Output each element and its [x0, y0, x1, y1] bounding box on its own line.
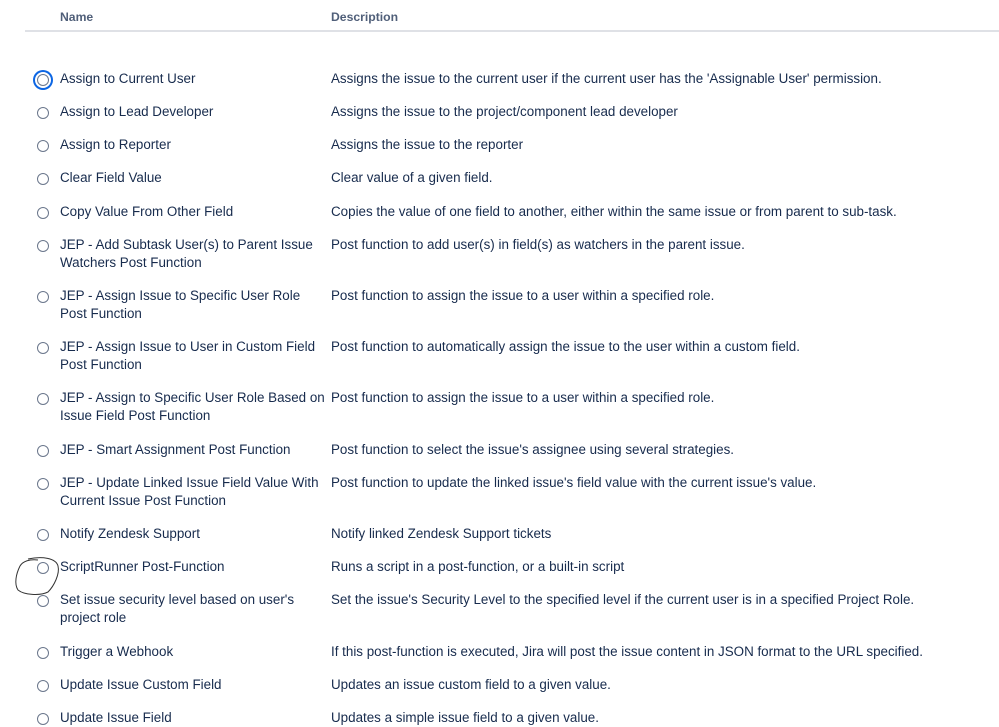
- radio-button[interactable]: [37, 107, 49, 119]
- radio-button[interactable]: [37, 207, 49, 219]
- radio-button[interactable]: [37, 74, 49, 86]
- radio-button[interactable]: [37, 173, 49, 185]
- row-name: Notify Zendesk Support: [60, 526, 200, 541]
- row-name: Clear Field Value: [60, 170, 162, 185]
- row-description: Updates a simple issue field to a given value.: [331, 710, 599, 725]
- row-description: If this post-function is executed, Jira will post the issue content in JSON format to the URL specified.: [331, 644, 923, 659]
- radio-button[interactable]: [37, 680, 49, 692]
- row-description: Assigns the issue to the project/component lead developer: [331, 104, 678, 119]
- radio-button[interactable]: [37, 478, 49, 490]
- row-description: Post function to assign the issue to a user within a specified role.: [331, 390, 715, 405]
- radio-button[interactable]: [37, 393, 49, 405]
- radio-button[interactable]: [37, 140, 49, 152]
- row-name: ScriptRunner Post-Function: [60, 559, 225, 574]
- radio-button[interactable]: [37, 291, 49, 303]
- radio-button[interactable]: [37, 713, 49, 725]
- radio-button[interactable]: [37, 529, 49, 541]
- row-name: JEP - Assign to Specific User Role Based on Issue Field Post Function: [60, 390, 325, 423]
- radio-button[interactable]: [37, 342, 49, 354]
- row-description: Runs a script in a post-function, or a built-in script: [331, 559, 625, 574]
- row-name: Assign to Current User: [60, 71, 196, 86]
- row-description: Post function to update the linked issue's field value with the current issue's value.: [331, 475, 817, 490]
- post-function-table: [25, 0, 999, 725]
- table-header: [25, 0, 999, 32]
- row-name: Copy Value From Other Field: [60, 204, 234, 219]
- row-name: JEP - Assign Issue to User in Custom Field Post Function: [60, 339, 316, 372]
- row-name: JEP - Smart Assignment Post Function: [60, 442, 291, 457]
- row-description: Post function to assign the issue to a user within a specified role.: [331, 288, 715, 303]
- row-name: Set issue security level based on user's project role: [60, 592, 295, 625]
- row-description: Assigns the issue to the current user if the current user has the 'Assignable User' permission.: [331, 71, 882, 86]
- row-name: Assign to Reporter: [60, 137, 171, 152]
- row-description: Copies the value of one field to another, either within the same issue or from parent to sub-task.: [331, 204, 897, 219]
- radio-button[interactable]: [37, 240, 49, 252]
- row-name: Update Issue Field: [60, 710, 172, 725]
- row-name: JEP - Add Subtask User(s) to Parent Issue Watchers Post Function: [60, 237, 313, 270]
- column-header-name: Name: [60, 10, 94, 24]
- row-description: Updates an issue custom field to a given value.: [331, 677, 611, 692]
- row-description: Notify linked Zendesk Support tickets: [331, 526, 552, 541]
- row-description: Post function to select the issue's assignee using several strategies.: [331, 442, 735, 457]
- row-name: Update Issue Custom Field: [60, 677, 222, 692]
- column-header-description: Description: [331, 10, 399, 24]
- row-description: Set the issue's Security Level to the specified level if the current user is in a specified Project Role.: [331, 592, 915, 607]
- radio-button[interactable]: [37, 595, 49, 607]
- row-description: Post function to add user(s) in field(s) as watchers in the parent issue.: [331, 237, 745, 252]
- row-name: Assign to Lead Developer: [60, 104, 214, 119]
- row-name: JEP - Update Linked Issue Field Value With Current Issue Post Function: [60, 475, 319, 508]
- row-description: Assigns the issue to the reporter: [331, 137, 524, 152]
- radio-button[interactable]: [37, 647, 49, 659]
- row-description: Clear value of a given field.: [331, 170, 493, 185]
- radio-button[interactable]: [37, 562, 49, 574]
- row-name: Trigger a Webhook: [60, 644, 174, 659]
- row-name: JEP - Assign Issue to Specific User Role Post Function: [60, 288, 301, 321]
- radio-button[interactable]: [37, 445, 49, 457]
- row-description: Post function to automatically assign the issue to the user within a custom field.: [331, 339, 800, 354]
